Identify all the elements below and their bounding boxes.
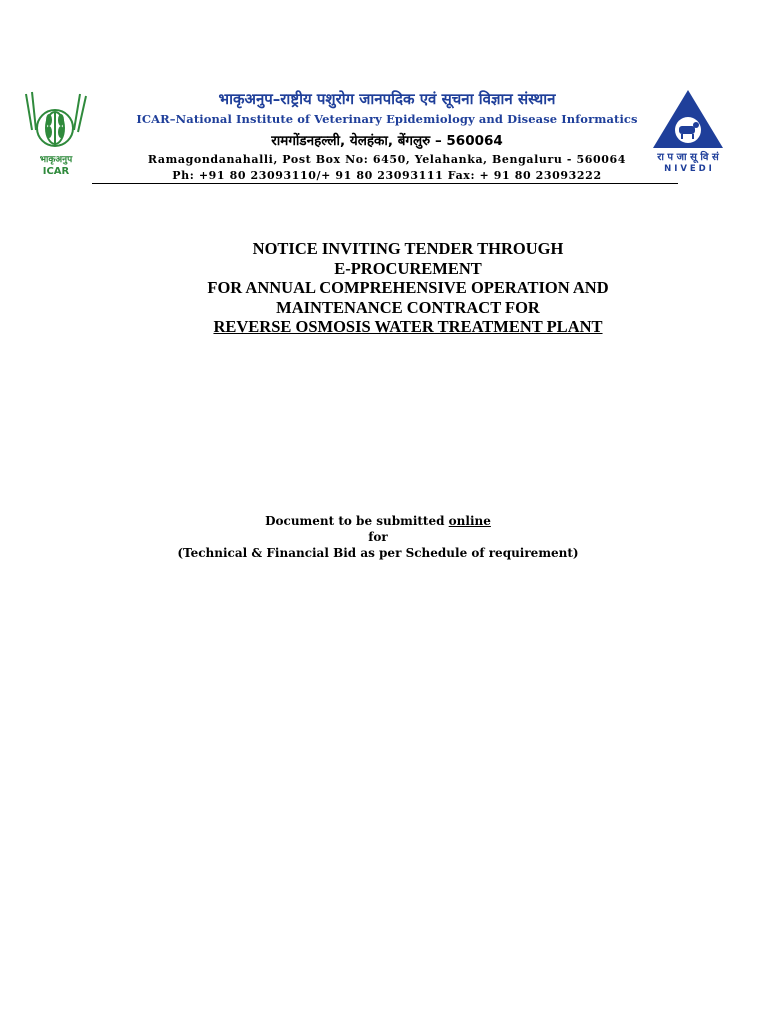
document-title	[150, 239, 666, 337]
submission-line-1	[150, 513, 606, 529]
nivedi-logo-text: N I V E D I	[664, 164, 712, 174]
icar-wheat-icon	[18, 90, 94, 180]
address-hindi: रामगोंडनहल्ली, येलहंका, बेंगलुरु – 560064	[271, 133, 503, 149]
title-line-5	[150, 317, 666, 337]
institute-name-english: ICAR–National Institute of Veterinary Epidemiology and Disease Informatics	[136, 112, 638, 126]
nivedi-hindi-text: रा प जा सू वि सं	[657, 152, 719, 163]
title-line-5-text: REVERSE OSMOSIS WATER TREATMENT PLANT	[213, 317, 603, 337]
icar-hindi-text: भाकृअनुप	[39, 155, 73, 165]
header-divider	[92, 183, 678, 184]
title-line-1: NOTICE INVITING TENDER THROUGH	[252, 239, 564, 258]
submission-online: online	[448, 514, 491, 528]
contact-numbers: Ph: +91 80 23093110/+ 91 80 23093111 Fax: + 91 80 23093222	[172, 169, 602, 182]
submission-line-2: for	[368, 530, 388, 544]
icar-logo	[18, 90, 94, 180]
submission-text: Document to be submitted	[265, 514, 449, 528]
icar-logo-text: ICAR	[42, 166, 70, 177]
submission-note	[150, 513, 606, 561]
postal-address: Ramagondanahalli, Post Box No: 6450, Yelahanka, Bengaluru - 560064	[147, 153, 627, 166]
institute-name-hindi: भाकृअनुप–राष्ट्रीय पशुरोग जानपदिक एवं सूचना विज्ञान संस्थान	[218, 90, 556, 108]
title-line-3: FOR ANNUAL COMPREHENSIVE OPERATION AND	[207, 278, 609, 298]
title-line-2: E-PROCUREMENT	[334, 258, 482, 278]
title-line-4: MAINTENANCE CONTRACT FOR	[276, 297, 540, 317]
submission-line-3: (Technical & Financial Bid as per Schedule of requirement)	[177, 546, 579, 560]
